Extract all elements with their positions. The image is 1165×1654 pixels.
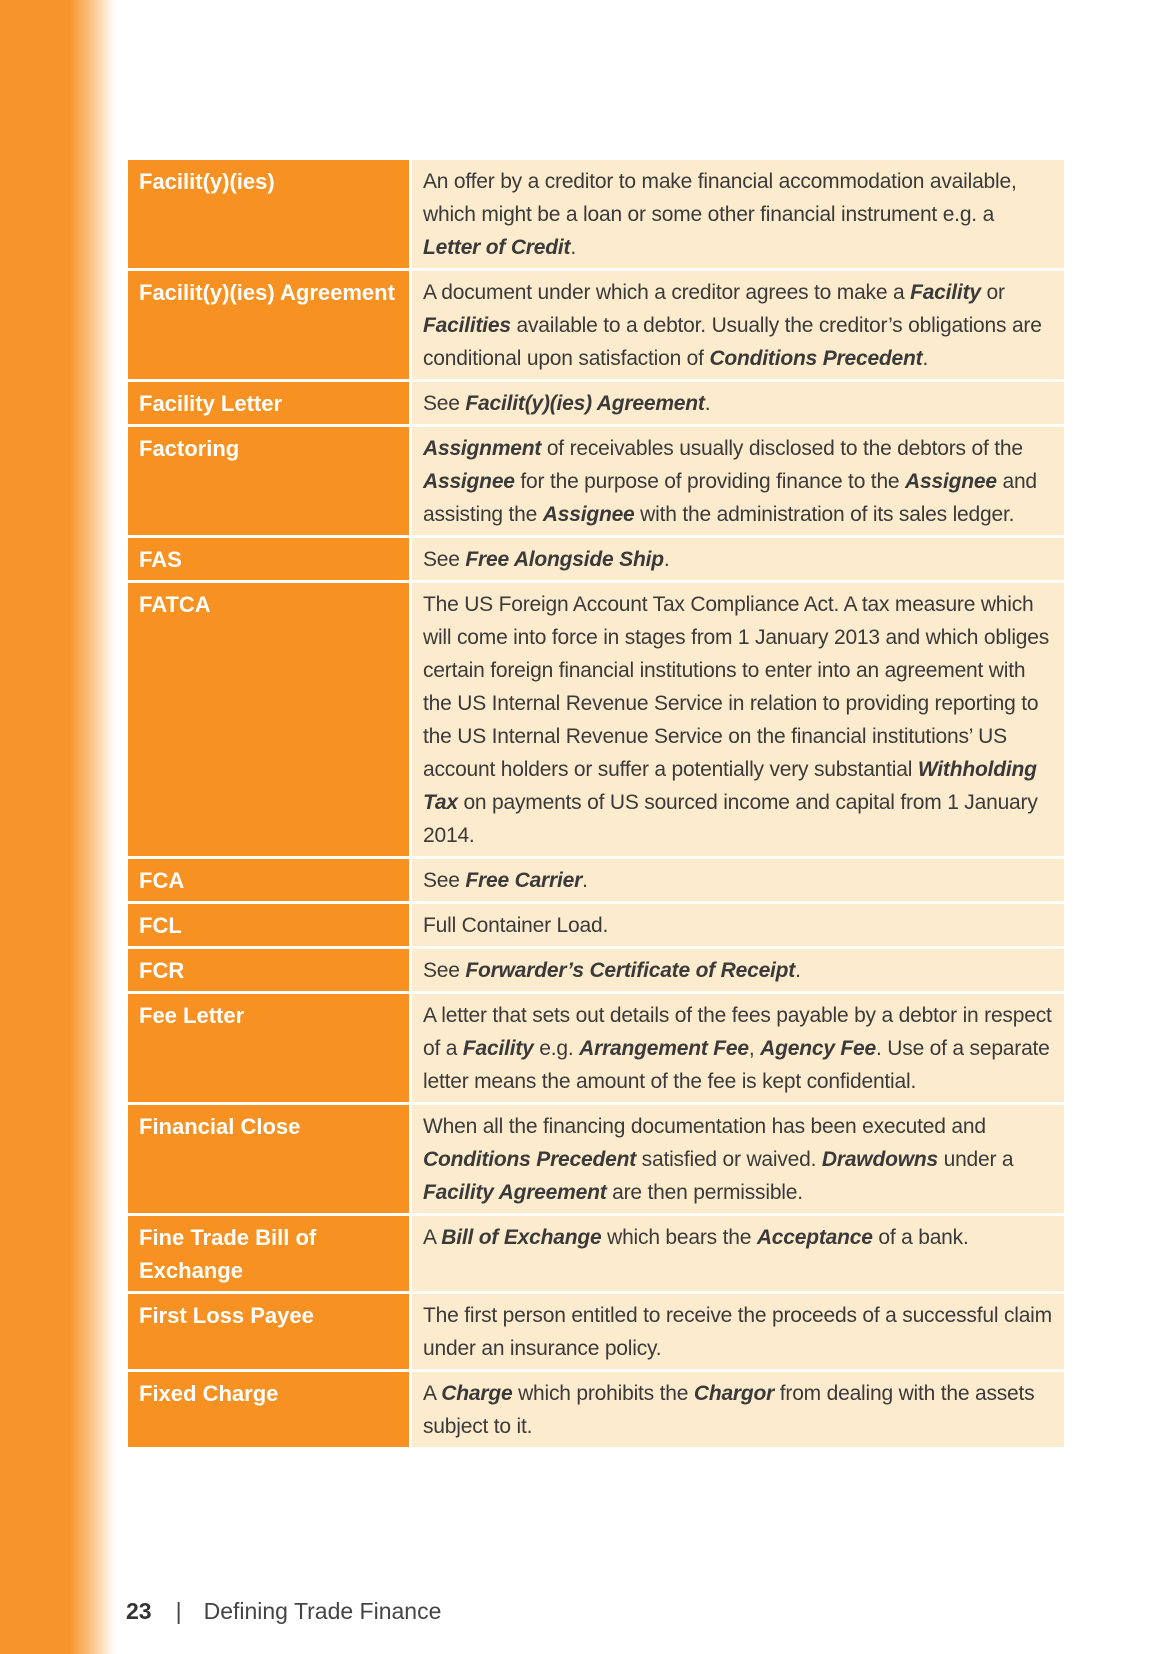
glossary-row	[128, 1105, 1064, 1213]
definition-text: and assisting the	[423, 470, 1037, 526]
glossary-term: Factoring	[128, 427, 412, 535]
definition-text: or	[980, 281, 1005, 304]
cross-reference-term: Forwarder’s Certificate of Receipt	[465, 959, 796, 982]
glossary-term: FATCA	[128, 583, 412, 856]
glossary-term: Facilit(y)(ies) Agreement	[128, 271, 412, 379]
cross-reference-term: Conditions Precedent	[709, 347, 923, 370]
definition-text: .	[663, 548, 670, 571]
definition-text: A letter that sets out details of the fees payable by a debtor in respect of a	[423, 1004, 1052, 1060]
glossary-row	[128, 949, 1064, 991]
definition-text: of a bank.	[872, 1226, 969, 1249]
glossary-row	[128, 859, 1064, 901]
cross-reference-term: Drawdowns	[821, 1148, 938, 1171]
cross-reference-term: Free Alongside Ship	[465, 548, 664, 571]
cross-reference-term: Conditions Precedent	[423, 1148, 637, 1171]
definition-text: .	[704, 392, 711, 415]
glossary-row	[128, 1216, 1064, 1291]
glossary-term: Fixed Charge	[128, 1372, 412, 1447]
cross-reference-term: Free Carrier	[465, 869, 583, 892]
page-footer	[126, 1598, 441, 1625]
glossary-definition	[412, 1216, 1064, 1291]
glossary-row	[128, 1294, 1064, 1369]
definition-text: .	[795, 959, 801, 982]
glossary-term: Fee Letter	[128, 994, 412, 1102]
glossary-row	[128, 583, 1064, 856]
glossary-definition	[412, 859, 1064, 901]
glossary-term: FCA	[128, 859, 412, 901]
cross-reference-term: Assignee	[423, 470, 515, 493]
definition-text: for the purpose of providing finance to the	[514, 470, 906, 493]
cross-reference-term: Facility Agreement	[423, 1181, 607, 1204]
glossary-term: FAS	[128, 538, 412, 580]
glossary-row	[128, 1372, 1064, 1447]
definition-text: e.g.	[533, 1037, 580, 1060]
glossary-term: First Loss Payee	[128, 1294, 412, 1369]
glossary-term: Facilit(y)(ies)	[128, 160, 412, 268]
glossary-term: FCR	[128, 949, 412, 991]
glossary-definition	[412, 382, 1064, 424]
glossary-definition	[412, 1372, 1064, 1447]
glossary-row	[128, 382, 1064, 424]
definition-text: are then permissible.	[606, 1181, 803, 1204]
glossary-row	[128, 271, 1064, 379]
glossary-row	[128, 427, 1064, 535]
definition-text: available to a debtor. Usually the creditor’s obligations are conditional upon satisfaction of	[423, 314, 1042, 370]
definition-text: of receivables usually disclosed to the debtors of the	[541, 437, 1023, 460]
cross-reference-term: Charge	[441, 1382, 513, 1405]
glossary-row	[128, 904, 1064, 946]
cross-reference-term: Facility	[462, 1037, 534, 1060]
definition-text: . Use of a separate letter means the amount of the fee is kept confidential.	[423, 1037, 1050, 1093]
glossary-definition	[412, 1105, 1064, 1213]
definition-text: .	[582, 869, 588, 892]
glossary-definition	[412, 583, 1064, 856]
cross-reference-term: Arrangement Fee	[579, 1037, 749, 1060]
cross-reference-term: Bill of Exchange	[441, 1226, 602, 1249]
definition-text: on payments of US sourced income and capital from 1 January 2014.	[423, 791, 1038, 847]
cross-reference-term: Facilities	[423, 314, 511, 337]
definition-text: A document under which a creditor agrees to make a	[423, 281, 911, 304]
glossary-table	[128, 157, 1064, 1450]
cross-reference-term: Facilit(y)(ies) Agreement	[465, 392, 705, 415]
glossary-definition	[412, 427, 1064, 535]
definition-text: ,	[748, 1037, 761, 1060]
glossary-definition	[412, 904, 1064, 946]
glossary-row	[128, 160, 1064, 268]
glossary-definition	[412, 538, 1064, 580]
glossary-definition	[412, 160, 1064, 268]
cross-reference-term: Chargor	[693, 1382, 775, 1405]
definition-text: under a	[937, 1148, 1014, 1171]
glossary-term: FCL	[128, 904, 412, 946]
glossary-definition	[412, 1294, 1064, 1369]
document-title: Defining Trade Finance	[203, 1598, 442, 1624]
glossary-term: Fine Trade Bill of Exchange	[128, 1216, 412, 1291]
definition-text: The first person entitled to receive the proceeds of a successful claim under an insurance policy.	[423, 1304, 1052, 1360]
cross-reference-term: Letter of Credit	[423, 236, 571, 259]
definition-text: A	[423, 1382, 442, 1405]
page-number: 23	[126, 1598, 152, 1624]
definition-text: satisfied or waived.	[636, 1148, 822, 1171]
definition-text: Full Container Load.	[423, 914, 609, 937]
definition-text: which bears the	[601, 1226, 757, 1249]
glossary-definition	[412, 271, 1064, 379]
definition-text: When all the financing documentation has been executed and	[423, 1115, 986, 1138]
glossary-definition	[412, 949, 1064, 991]
definition-text: .	[922, 347, 929, 370]
definition-text: An offer by a creditor to make financial accommodation available, which might be a loan or some other financial instrument e.g. a	[423, 170, 1017, 226]
definition-text: which prohibits the	[512, 1382, 694, 1405]
glossary-row	[128, 994, 1064, 1102]
orange-side-band	[0, 0, 115, 1654]
definition-text: See	[423, 869, 466, 892]
glossary-term: Financial Close	[128, 1105, 412, 1213]
cross-reference-term: Agency Fee	[760, 1037, 877, 1060]
definition-text: See	[423, 392, 466, 415]
cross-reference-term: Facility	[910, 281, 981, 304]
glossary-term: Facility Letter	[128, 382, 412, 424]
cross-reference-term: Withholding Tax	[423, 758, 1037, 814]
glossary-row	[128, 538, 1064, 580]
cross-reference-term: Assignment	[423, 437, 542, 460]
cross-reference-term: Acceptance	[756, 1226, 873, 1249]
footer-separator: |	[175, 1598, 182, 1624]
cross-reference-term: Assignee	[542, 503, 635, 526]
cross-reference-term: Assignee	[905, 470, 997, 493]
definition-text: See	[423, 548, 466, 571]
definition-text: with the administration of its sales ledger.	[634, 503, 1015, 526]
definition-text: The US Foreign Account Tax Compliance Act. A tax measure which will come into force in stages from 1 January 2013 and which obliges certain foreign financial institutions to enter into an agreement with the US Internal Revenue Service in relation to providing reporting to the US Internal Revenue Service on the financial institutions’ US account holders or suffer a potentially very substantial	[423, 593, 1050, 781]
glossary-definition	[412, 994, 1064, 1102]
definition-text: from dealing with the assets subject to it.	[423, 1382, 1035, 1438]
definition-text: A	[423, 1226, 442, 1249]
definition-text: .	[570, 236, 576, 259]
definition-text: See	[423, 959, 466, 982]
